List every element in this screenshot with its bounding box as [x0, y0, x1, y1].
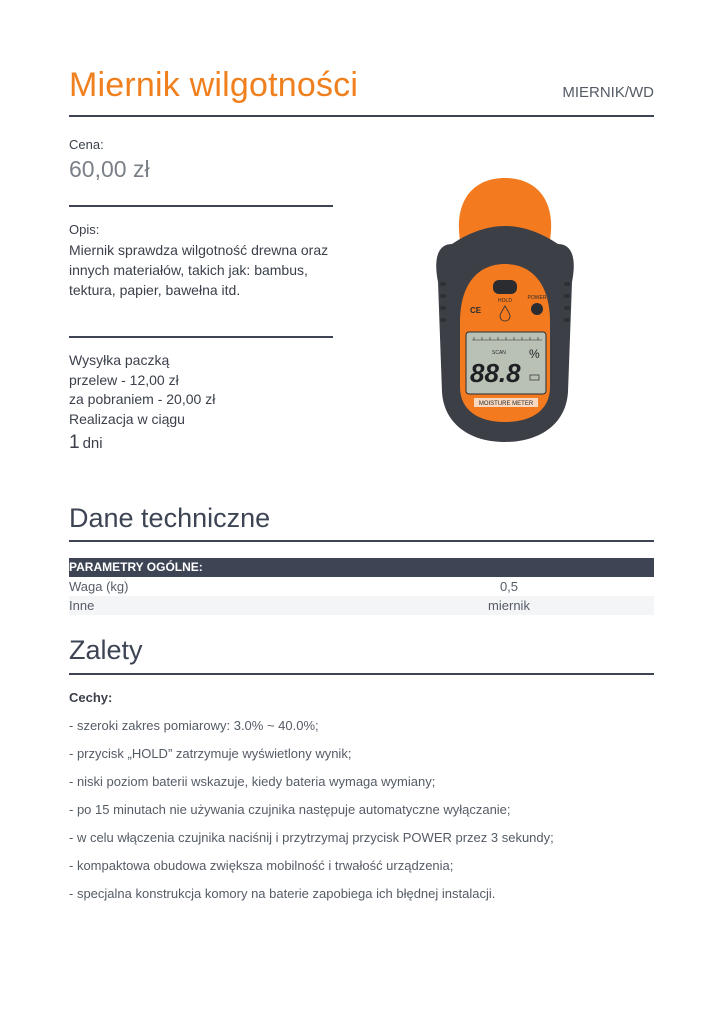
realization-days [69, 432, 103, 454]
description-text: Miernik sprawdza wilgotność drewna oraz innych materiałów, takich jak: bambus, tektura, papier, bawełna itd. [69, 242, 329, 298]
power-button [531, 303, 543, 315]
product-title: Miernik wilgotności [69, 66, 359, 104]
ce-mark: CE [470, 306, 482, 315]
technical-title: Dane techniczne [69, 503, 271, 533]
param-value: miernik [488, 598, 530, 613]
lcd-digits: 88.8 [470, 358, 521, 388]
realization-days-unit: dni [82, 435, 103, 452]
product-image [430, 172, 580, 452]
price-value: 60,00 zł [69, 156, 150, 182]
description-divider [69, 336, 333, 338]
hold-label: HOLD [498, 298, 512, 304]
realization-days-number: 1 [69, 432, 80, 453]
feature-item: - przycisk „HOLD” zatrzymuje wyświetlony wynik; [69, 746, 352, 761]
feature-item: - w celu włączenia czujnika naciśnij i przytrzymaj przycisk POWER przez 3 sekundy; [69, 830, 554, 845]
feature-item: - niski poziom baterii wskazuje, kiedy bateria wymaga wymiany; [69, 774, 436, 789]
param-value: 0,5 [499, 579, 519, 594]
brand-strip-label: MOISTURE METER [478, 401, 534, 407]
param-row [69, 577, 654, 596]
price-divider [69, 205, 333, 207]
shipping-option: za pobraniem - 20,00 zł [69, 391, 216, 407]
lcd-percent: % [529, 347, 540, 361]
realization-label: Realizacja w ciągu [69, 411, 185, 427]
shipping-label: Wysyłka paczką [69, 352, 170, 368]
param-name: Waga (kg) [69, 579, 129, 594]
description-label: Opis: [69, 222, 100, 237]
scan-label: SCAN [492, 350, 506, 356]
param-name: Inne [69, 598, 95, 613]
shipping-option: przelew - 12,00 zł [69, 372, 179, 388]
product-sku: MIERNIK/WD [562, 84, 654, 101]
header-divider [69, 115, 654, 117]
advantages-title: Zalety [69, 635, 143, 665]
hold-button [493, 280, 517, 294]
advantages-divider [69, 673, 654, 675]
feature-item: - po 15 minutach nie używania czujnika następuje automatyczne wyłączanie; [69, 802, 511, 817]
param-row [69, 596, 654, 615]
feature-item: - szeroki zakres pomiarowy: 3.0% ~ 40.0%; [69, 718, 319, 733]
power-label: POWER [527, 295, 547, 301]
technical-divider [69, 540, 654, 542]
feature-item: - kompaktowa obudowa zwiększa mobilność i trwałość urządzenia; [69, 858, 454, 873]
price-label: Cena: [69, 137, 104, 152]
feature-item: - specjalna konstrukcja komory na baterie zapobiega ich błędnej instalacji. [69, 886, 496, 901]
features-label: Cechy: [69, 690, 113, 705]
moisture-meter-illustration [430, 172, 580, 447]
params-group-header: PARAMETRY OGÓLNE: [69, 558, 654, 577]
